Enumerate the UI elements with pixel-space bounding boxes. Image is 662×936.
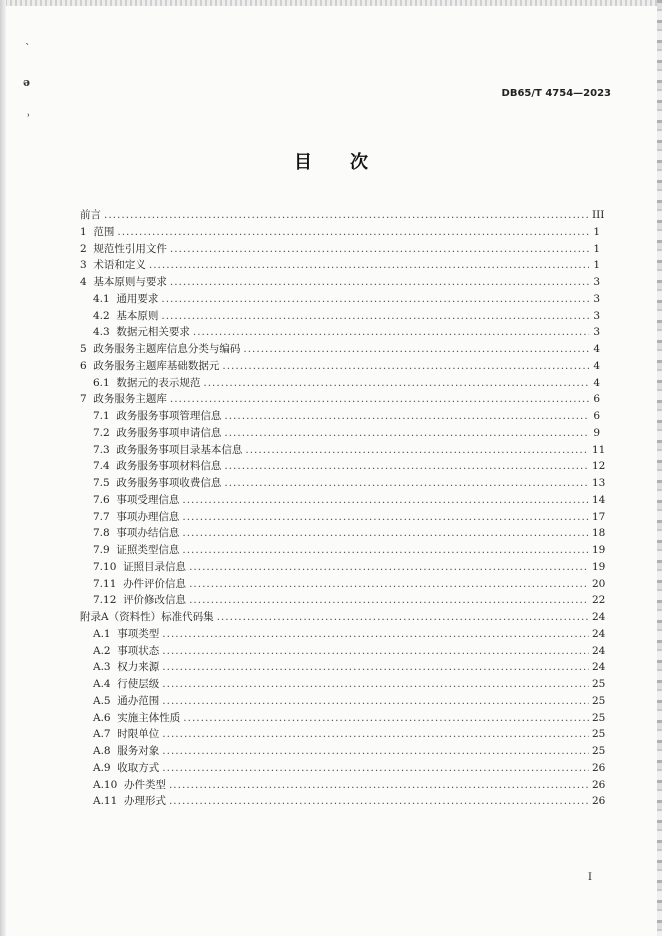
toc-entry[interactable] bbox=[93, 309, 600, 323]
toc-entry-label: 实施主体性质 bbox=[117, 711, 181, 724]
toc-entry-page: 26 bbox=[592, 795, 606, 808]
toc-dot-leader bbox=[217, 610, 589, 624]
toc-entry-page: 3 bbox=[593, 309, 600, 322]
toc-dot-leader bbox=[170, 242, 589, 256]
toc-entry[interactable] bbox=[93, 577, 606, 591]
toc-entry-number: A.10 bbox=[93, 778, 124, 791]
toc-dot-leader bbox=[162, 744, 589, 758]
toc-entry-label: 基本原则与要求 bbox=[93, 276, 167, 288]
toc-entry-number: 3 bbox=[80, 259, 94, 272]
toc-dot-leader bbox=[162, 761, 589, 775]
binding-mark: ` bbox=[25, 42, 31, 55]
toc-dot-leader bbox=[162, 677, 589, 691]
toc-entry-label: 权力来源 bbox=[117, 661, 160, 674]
toc-dot-leader bbox=[162, 644, 589, 658]
toc-dot-leader bbox=[169, 794, 589, 808]
toc-entry-number: A.4 bbox=[93, 678, 118, 690]
toc-entry[interactable] bbox=[93, 459, 606, 473]
toc-entry-label: 通办范围 bbox=[117, 694, 160, 707]
toc-dot-leader bbox=[162, 627, 589, 641]
toc-entry-page: 4 bbox=[593, 343, 600, 355]
toc-entry-number: 7.11 bbox=[93, 577, 124, 590]
toc-entry-number: 7.6 bbox=[93, 493, 117, 506]
page-number: I bbox=[588, 872, 592, 883]
toc-entry-label: 事项状态 bbox=[117, 644, 160, 657]
toc-entry-page: 13 bbox=[592, 477, 606, 489]
toc-entry[interactable] bbox=[93, 292, 600, 306]
toc-entry-label: 证照类型信息 bbox=[116, 544, 180, 556]
toc-dot-leader bbox=[182, 493, 589, 507]
toc-entry-number: 7.4 bbox=[93, 460, 117, 473]
toc-entry-number: 4.1 bbox=[93, 292, 117, 305]
toc-entry[interactable] bbox=[80, 342, 600, 356]
toc-dot-leader bbox=[161, 292, 589, 306]
scan-edge-right bbox=[657, 0, 662, 936]
toc-entry-page: 22 bbox=[592, 594, 606, 607]
toc-entry-number: 5 bbox=[80, 343, 94, 355]
toc-entry-page: 14 bbox=[592, 493, 606, 506]
toc-entry-label: 政务服务事项申请信息 bbox=[116, 426, 222, 439]
toc-dot-leader bbox=[224, 409, 589, 423]
toc-entry-page: 3 bbox=[593, 326, 600, 339]
toc-entry[interactable] bbox=[93, 660, 606, 674]
toc-entry-page: 1 bbox=[593, 242, 600, 255]
toc-entry-label: 事项办结信息 bbox=[116, 527, 180, 540]
toc-entry-page: 26 bbox=[592, 761, 606, 774]
toc-entry-page: III bbox=[592, 209, 605, 221]
toc-entry-number: 7.10 bbox=[93, 560, 124, 573]
toc-entry[interactable] bbox=[93, 543, 606, 557]
toc-entry-number: 2 bbox=[80, 242, 94, 255]
toc-entry-page: 25 bbox=[592, 745, 606, 757]
toc-entry-label: 时限单位 bbox=[117, 728, 160, 741]
toc-entry[interactable] bbox=[93, 476, 606, 490]
toc-dot-leader bbox=[170, 392, 589, 406]
binding-mark: ə bbox=[23, 76, 30, 89]
toc-entry-label: 评价修改信息 bbox=[123, 594, 187, 607]
toc-entry-label: 办理形式 bbox=[123, 795, 166, 808]
toc-entry[interactable] bbox=[93, 409, 600, 423]
toc-entry-label: 办件评价信息 bbox=[123, 577, 187, 590]
toc-entry[interactable] bbox=[80, 242, 600, 256]
toc-entry-number: A.6 bbox=[93, 711, 118, 724]
toc-entry-label: 附录A（资料性）标准代码集 bbox=[80, 611, 214, 623]
toc-entry-page: 25 bbox=[592, 694, 606, 707]
toc-dot-leader bbox=[104, 208, 589, 222]
toc-entry[interactable] bbox=[93, 761, 606, 775]
toc-entry-page: 24 bbox=[592, 627, 606, 640]
toc-entry-number: A.1 bbox=[93, 627, 118, 640]
toc-entry-page: 25 bbox=[592, 678, 606, 690]
toc-entry-number: 7.1 bbox=[93, 410, 117, 422]
toc-entry[interactable] bbox=[93, 627, 606, 641]
toc-dot-leader bbox=[161, 309, 589, 323]
toc-entry-number: A.2 bbox=[93, 644, 118, 657]
toc-entry-number: 7 bbox=[80, 393, 94, 406]
toc-entry-page: 18 bbox=[592, 527, 606, 540]
toc-entry-page: 1 bbox=[593, 259, 600, 272]
toc-entry[interactable] bbox=[93, 426, 600, 440]
toc-entry-page: 19 bbox=[592, 560, 606, 573]
toc-entry-number: A.8 bbox=[93, 745, 118, 757]
toc-entry-label: 政务服务事项材料信息 bbox=[116, 460, 222, 473]
toc-dot-leader bbox=[117, 225, 589, 239]
toc-entry[interactable] bbox=[93, 593, 606, 607]
toc-entry[interactable] bbox=[80, 258, 600, 272]
toc-entry-number: A.5 bbox=[93, 694, 118, 707]
toc-entry[interactable] bbox=[93, 510, 606, 524]
toc-entry[interactable] bbox=[93, 376, 600, 390]
scan-edge-left bbox=[0, 0, 6, 936]
toc-entry[interactable] bbox=[93, 325, 600, 339]
toc-entry-number: 6.1 bbox=[93, 376, 117, 389]
toc-entry-page: 25 bbox=[592, 711, 606, 724]
toc-entry-label: 事项办理信息 bbox=[116, 510, 180, 523]
binding-mark: ʾ bbox=[27, 112, 31, 125]
toc-dot-leader bbox=[243, 342, 589, 356]
toc-entry[interactable] bbox=[93, 744, 606, 758]
toc-entry-label: 通用要求 bbox=[116, 292, 159, 305]
toc-entry-label: 政务服务主题库信息分类与编码 bbox=[93, 343, 241, 355]
toc-entry-label: 事项类型 bbox=[117, 627, 160, 640]
toc-entry-page: 24 bbox=[592, 611, 606, 623]
toc-dot-leader bbox=[182, 510, 589, 524]
toc-entry-label: 行使层级 bbox=[117, 678, 160, 690]
toc-entry-label: 规范性引用文件 bbox=[93, 242, 167, 255]
toc-dot-leader bbox=[189, 577, 589, 591]
toc-entry-label: 政务服务事项目录基本信息 bbox=[116, 443, 243, 456]
toc-entry-label: 数据元相关要求 bbox=[116, 326, 190, 339]
toc-dot-leader bbox=[203, 376, 589, 390]
toc-dot-leader bbox=[224, 426, 589, 440]
toc-dot-leader bbox=[189, 593, 589, 607]
toc-entry[interactable] bbox=[93, 727, 606, 741]
toc-entry-page: 4 bbox=[593, 359, 600, 372]
toc-entry-page: 9 bbox=[593, 426, 600, 439]
toc-entry-number: 4.3 bbox=[93, 326, 117, 339]
toc-entry-label: 政务服务事项收费信息 bbox=[116, 477, 222, 489]
toc-entry-number: 7.12 bbox=[93, 594, 124, 607]
toc-entry[interactable] bbox=[80, 610, 606, 624]
toc-entry[interactable] bbox=[80, 359, 600, 373]
toc-dot-leader bbox=[182, 526, 589, 540]
toc-dot-leader bbox=[162, 694, 589, 708]
toc-entry-number: 7.5 bbox=[93, 477, 117, 489]
toc-entry-page: 11 bbox=[592, 443, 606, 456]
toc-entry-label: 服务对象 bbox=[117, 745, 160, 757]
toc-entry-page: 12 bbox=[592, 460, 606, 473]
toc-entry-page: 6 bbox=[593, 410, 600, 422]
toc-entry-label: 基本原则 bbox=[116, 309, 159, 322]
toc-entry[interactable] bbox=[80, 208, 605, 222]
toc-dot-leader bbox=[149, 258, 589, 272]
toc-entry-page: 20 bbox=[592, 577, 606, 590]
toc-entry-page: 6 bbox=[593, 393, 600, 406]
toc-dot-leader bbox=[245, 443, 589, 457]
toc-dot-leader bbox=[162, 727, 589, 741]
title-char: 目 bbox=[294, 152, 312, 173]
toc-entry-page: 1 bbox=[593, 225, 600, 238]
toc-entry-label: 政务服务主题库基础数据元 bbox=[93, 359, 220, 372]
toc-entry-page: 4 bbox=[593, 376, 600, 389]
toc-entry-number: 7.9 bbox=[93, 544, 117, 556]
toc-entry[interactable] bbox=[93, 644, 606, 658]
toc-entry[interactable] bbox=[93, 493, 606, 507]
toc-dot-leader bbox=[183, 711, 589, 725]
toc-entry-label: 范围 bbox=[93, 225, 115, 238]
toc-entry[interactable] bbox=[93, 794, 606, 808]
toc-entry-label: 收取方式 bbox=[117, 761, 160, 774]
toc-dot-leader bbox=[224, 476, 589, 490]
toc-entry-page: 26 bbox=[592, 778, 606, 791]
toc-entry[interactable] bbox=[93, 694, 606, 708]
toc-entry[interactable] bbox=[93, 778, 606, 792]
toc-entry-page: 24 bbox=[592, 644, 606, 657]
toc-entry[interactable] bbox=[80, 392, 600, 406]
toc-entry-label: 数据元的表示规范 bbox=[116, 376, 201, 389]
toc-entry-page: 3 bbox=[593, 292, 600, 305]
page-title bbox=[0, 148, 662, 174]
toc-entry-label: 办件类型 bbox=[123, 778, 166, 791]
toc-entry-label: 证照目录信息 bbox=[123, 560, 187, 573]
toc-entry-number: A.11 bbox=[93, 795, 124, 808]
document-code: DB65/T 4754—2023 bbox=[501, 88, 611, 99]
toc-entry[interactable] bbox=[80, 275, 600, 289]
toc-dot-leader bbox=[189, 560, 589, 574]
toc-entry-page: 25 bbox=[592, 728, 606, 741]
toc-entry-number: 7.8 bbox=[93, 527, 117, 540]
toc-entry-label: 事项受理信息 bbox=[116, 493, 180, 506]
toc-entry-label: 政务服务事项管理信息 bbox=[116, 410, 222, 422]
toc-entry[interactable] bbox=[93, 443, 606, 457]
toc-dot-leader bbox=[222, 359, 589, 373]
toc-entry[interactable] bbox=[93, 677, 606, 691]
toc-entry[interactable] bbox=[93, 711, 606, 725]
title-char: 次 bbox=[350, 152, 368, 173]
toc-entry-label: 前言 bbox=[80, 209, 101, 221]
toc-entry-number: A.9 bbox=[93, 761, 118, 774]
toc-entry-label: 政务服务主题库 bbox=[93, 393, 167, 406]
toc-entry-number: 4.2 bbox=[93, 309, 117, 322]
toc-entry[interactable] bbox=[93, 526, 606, 540]
toc-dot-leader bbox=[169, 778, 589, 792]
toc-entry-number: 4 bbox=[80, 276, 94, 288]
toc-entry-number: 1 bbox=[80, 225, 94, 238]
scan-edge-top bbox=[0, 0, 662, 6]
toc-entry-number: 6 bbox=[80, 359, 94, 372]
toc-entry[interactable] bbox=[80, 225, 600, 239]
toc-entry[interactable] bbox=[93, 560, 606, 574]
toc-entry-number: 7.3 bbox=[93, 443, 117, 456]
toc-dot-leader bbox=[224, 459, 589, 473]
toc-entry-page: 24 bbox=[592, 661, 606, 674]
toc-entry-number: A.7 bbox=[93, 728, 118, 741]
toc-dot-leader bbox=[170, 275, 589, 289]
toc-dot-leader bbox=[162, 660, 589, 674]
toc-entry-number: A.3 bbox=[93, 661, 118, 674]
toc-entry-label: 术语和定义 bbox=[93, 259, 146, 272]
toc-entry-page: 17 bbox=[592, 510, 606, 523]
toc-dot-leader bbox=[182, 543, 589, 557]
toc-entry-number: 7.7 bbox=[93, 510, 117, 523]
toc-dot-leader bbox=[193, 325, 589, 339]
toc-entry-page: 3 bbox=[593, 276, 600, 288]
toc-entry-page: 19 bbox=[592, 544, 606, 556]
toc-entry-number: 7.2 bbox=[93, 426, 117, 439]
